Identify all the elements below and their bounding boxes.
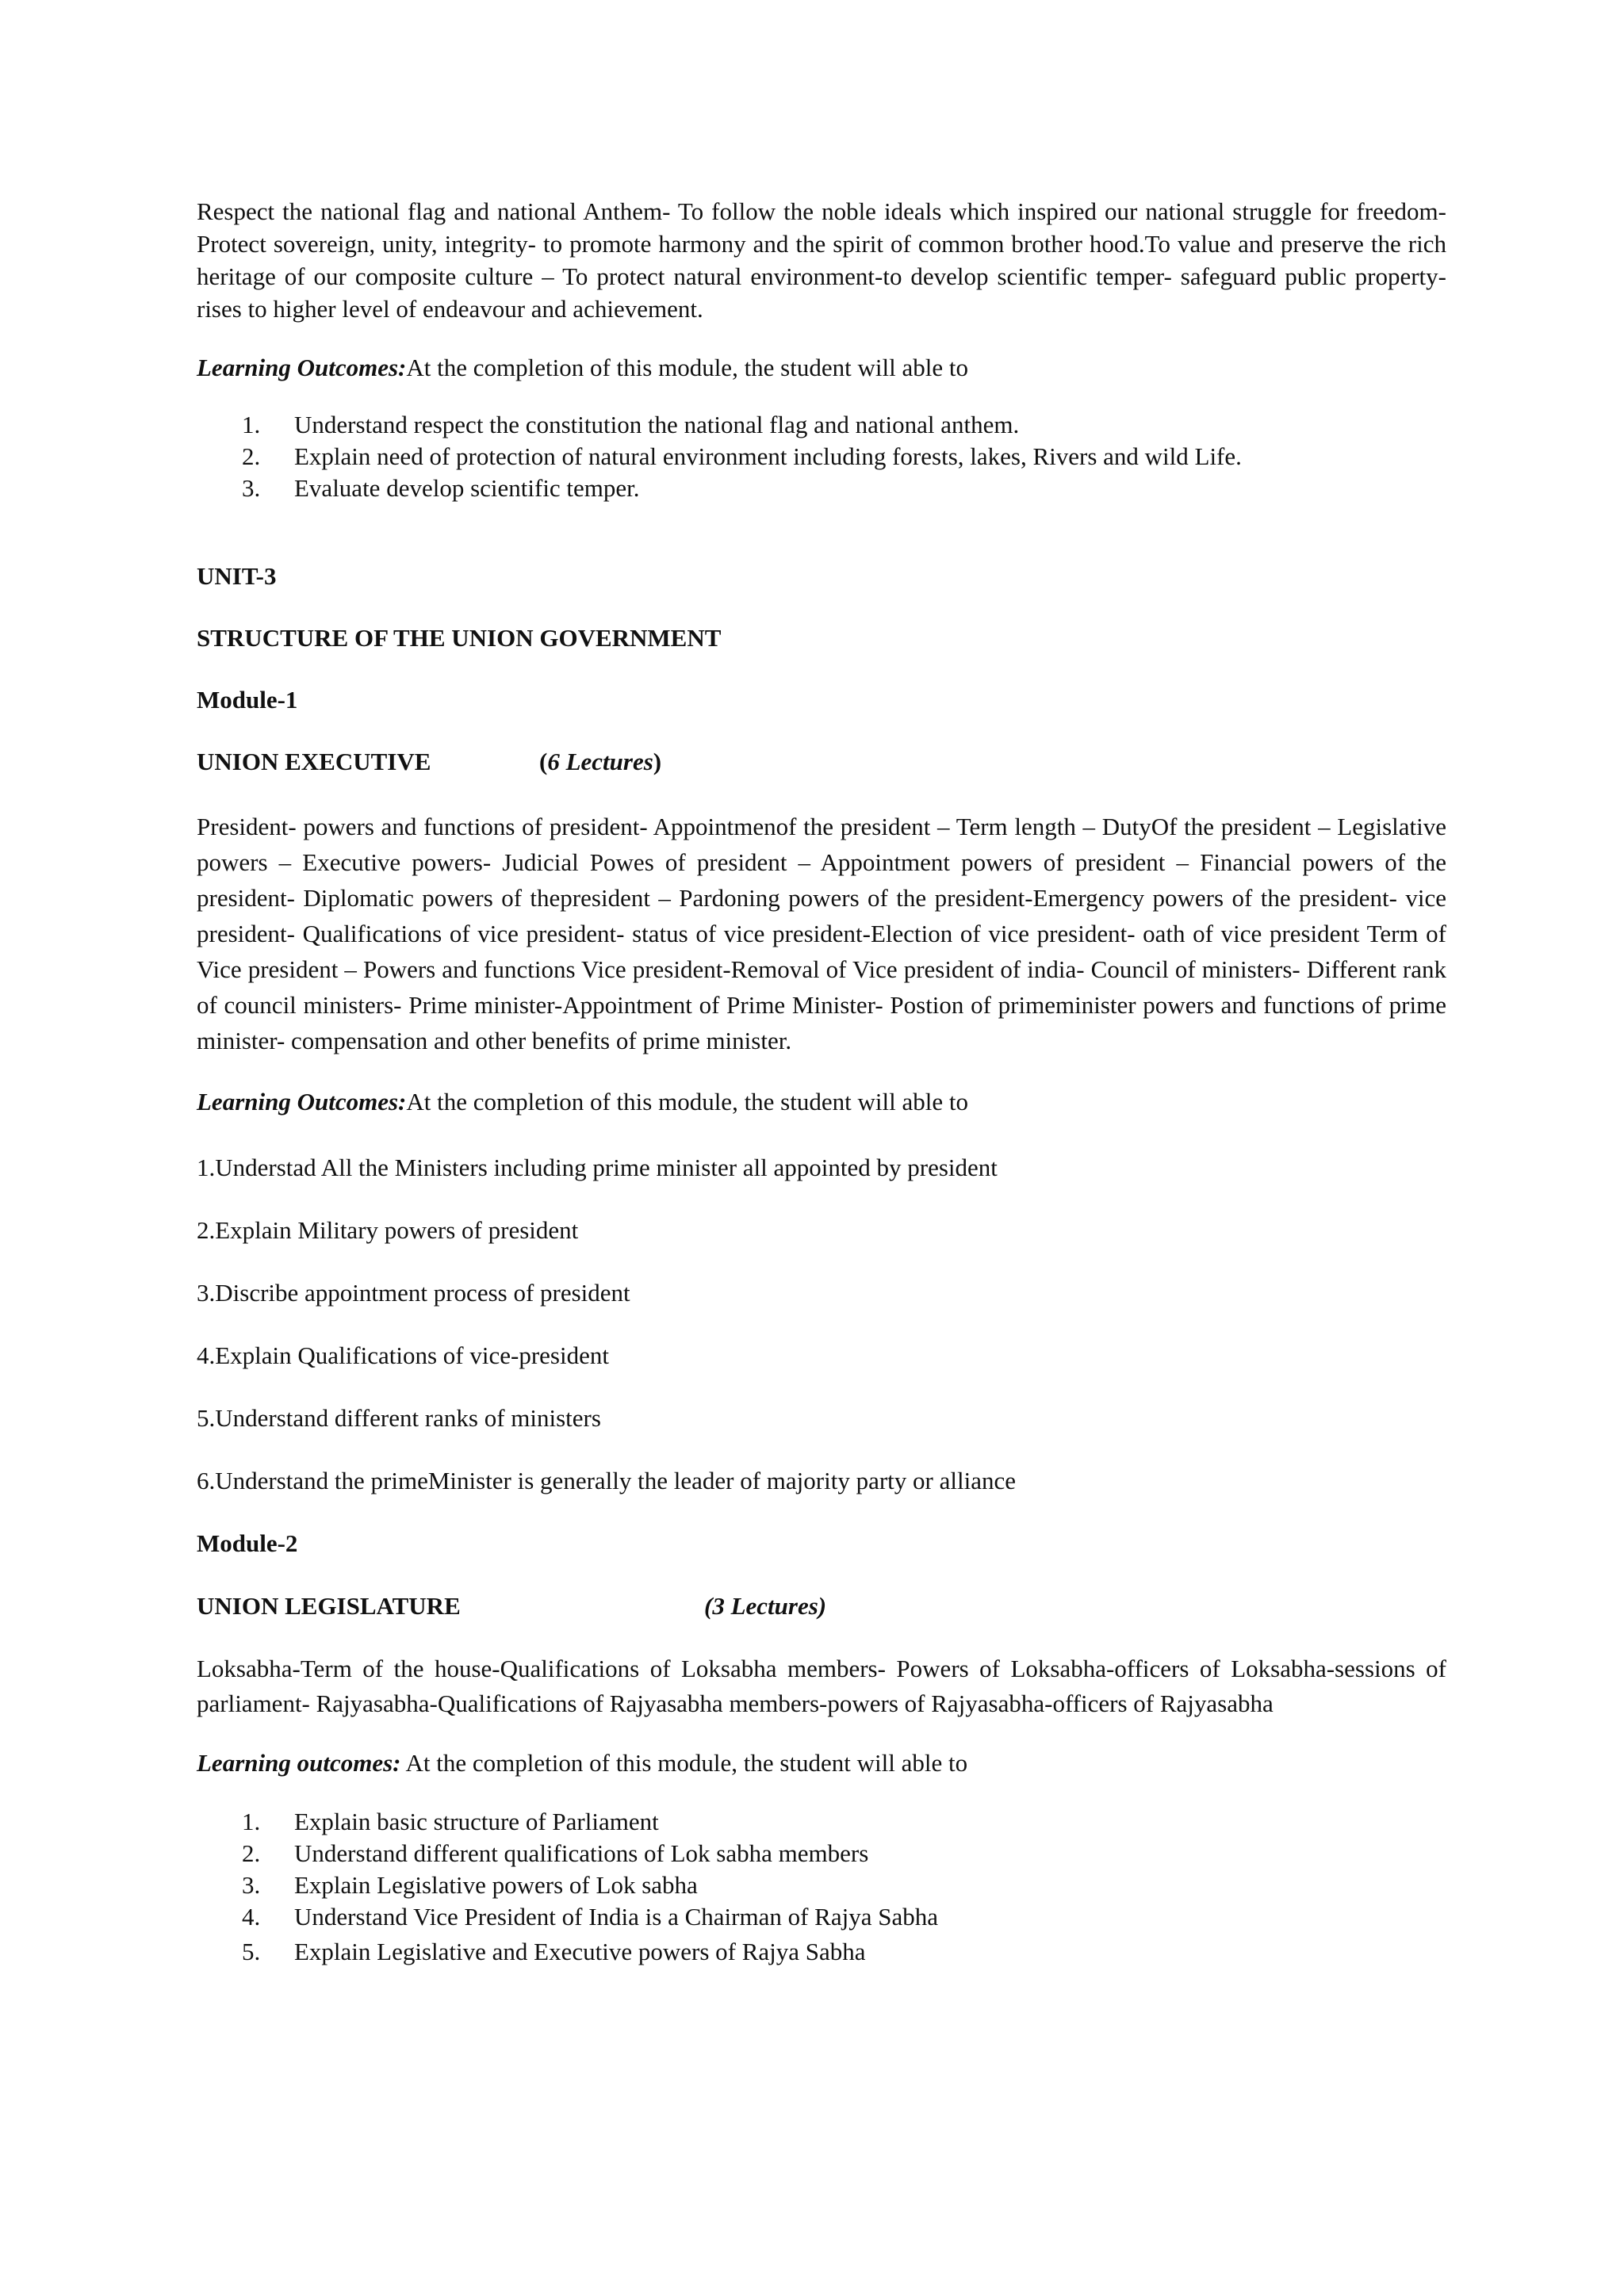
module-1-outcome: 5.Understand different ranks of ministers [197,1404,601,1432]
module-2-label: Module-2 [197,1529,298,1557]
learning-outcomes-line [197,351,1446,384]
outcomes-list-2 [197,1806,1446,1968]
list-item [197,409,1446,441]
list-item [197,1838,1446,1869]
module-1-outcome: 6.Understand the primeMinister is generally the leader of majority party or alliance [197,1467,1016,1494]
outcomes-list-1 [197,409,1446,504]
learning-outcomes-text: At the completion of this module, the student will able to [400,1749,968,1777]
list-number: 2. [242,1839,261,1867]
module-2-lectures [704,1590,826,1622]
list-item [197,473,1446,504]
lectures-count: (3 Lectures) [704,1592,827,1620]
list-item [197,1936,1446,1968]
learning-outcomes-label: Learning Outcomes: [197,1088,407,1115]
list-number: 3. [242,474,261,502]
list-item [197,441,1446,473]
learning-outcomes-text: At the completion of this module, the student will able to [406,354,968,381]
list-text: Understand respect the constitution the national flag and national anthem. [294,411,1020,438]
list-text: Evaluate develop scientific temper. [294,474,640,502]
module-1-learning-outcomes [197,1085,1446,1118]
list-text: Understand different qualifications of Lok sabha members [294,1839,869,1867]
list-text: Understand Vice President of India is a Chairman of Rajya Sabha [294,1903,938,1931]
module-1-body: President- powers and functions of president- Appointmenof the president – Term length – DutyOf the president – Legislative powers – Executive powers- Judicial Powes of president – Appointment powers of president – Financial powers of the president- Diplomatic powers of thepresident – Pardoning powers of the president-Emergency powers of the president- vice president- Qualifications of vice president- status of vice president-Election of vice president- oath of vice president Term of Vice president – Powers and functions Vice president-Removal of Vice president of india- Council of ministers- Different rank of council ministers- Prime minister-Appointment of Prime Minister- Postion of primeminister powers and functions of prime minister- compensation and other benefits of prime minister. [197,813,1446,1054]
list-number: 1. [242,411,261,438]
list-number: 2. [242,442,261,470]
paren-open: ( [539,748,548,775]
list-number: 1. [242,1808,261,1835]
module-1-outcome: 2.Explain Military powers of president [197,1216,579,1244]
list-text: Explain need of protection of natural environment including forests, lakes, Rivers and wild Life. [294,442,1242,470]
module-1-lectures [539,745,661,778]
module-1-outcome: 4.Explain Qualifications of vice-president [197,1341,609,1369]
intro-paragraph: Respect the national flag and national Anthem- To follow the noble ideals which inspired our national struggle for freedom-Protect sovereign, unity, integrity- to promote harmony and the spirit of common brother hood.To value and preserve the rich heritage of our composite culture – To protect natural environment-to develop scientific temper- safeguard public property- rises to higher level of endeavour and achievement. [197,197,1446,323]
list-item [197,1869,1446,1901]
module-1-heading: UNION EXECUTIVE [197,748,431,775]
unit-title: STRUCTURE OF THE UNION GOVERNMENT [197,624,722,652]
list-number: 5. [242,1938,261,1965]
module-1-outcome: 3.Discribe appointment process of president [197,1279,630,1307]
list-text: Explain Legislative powers of Lok sabha [294,1871,698,1899]
list-item [197,1806,1446,1838]
list-text: Explain Legislative and Executive powers of Rajya Sabha [294,1938,866,1965]
module-1-label: Module-1 [197,686,298,714]
module-2-body: Loksabha-Term of the house-Qualifications of Loksabha members- Powers of Loksabha-officers of Loksabha-sessions of parliament- Rajyasabha-Qualifications of Rajyasabha members-powers of Rajyasabha-officers of Rajyasabha [197,1655,1446,1717]
document-page [197,195,1446,1968]
lectures-count: 6 Lectures [547,748,653,775]
learning-outcomes-text: At the completion of this module, the student will able to [406,1088,968,1115]
learning-outcomes-label: Learning outcomes: [197,1749,401,1777]
list-text: Explain basic structure of Parliament [294,1808,659,1835]
list-number: 3. [242,1871,261,1899]
module-2-learning-outcomes [197,1747,1446,1779]
unit-label: UNIT-3 [197,562,277,590]
list-item [197,1901,1446,1933]
list-number: 4. [242,1903,261,1931]
module-1-heading-row [197,745,1446,778]
paren-close: ) [653,748,662,775]
module-1-outcome: 1.Understad All the Ministers including prime minister all appointed by president [197,1154,998,1181]
module-2-heading-row [197,1590,1446,1622]
learning-outcomes-label: Learning Outcomes: [197,354,407,381]
module-2-heading: UNION LEGISLATURE [197,1592,461,1620]
